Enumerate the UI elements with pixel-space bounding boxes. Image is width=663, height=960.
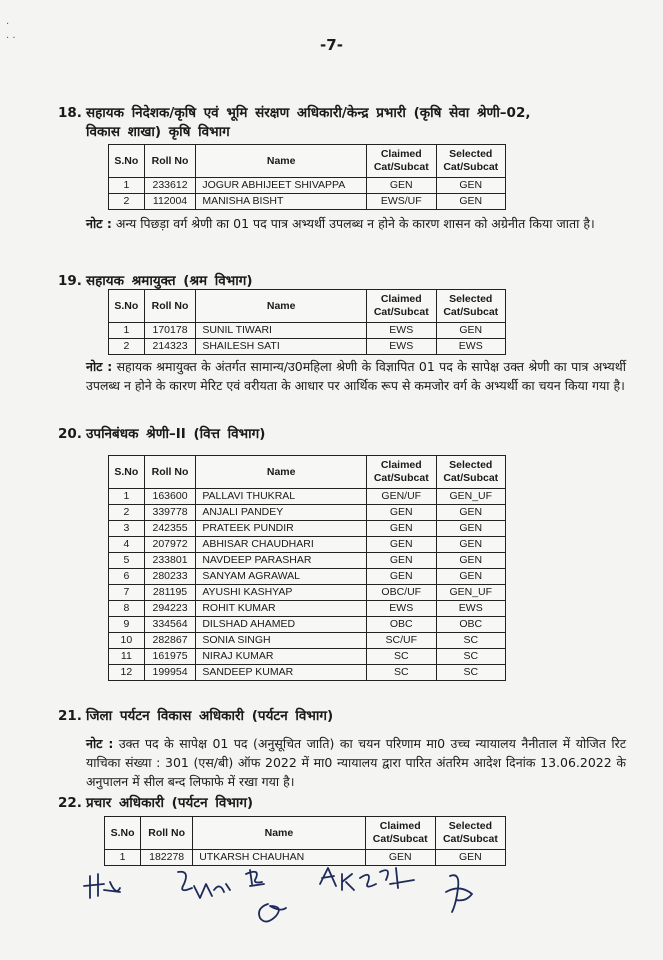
cell-selected: SC [436,649,506,665]
note-text: सहायक श्रमायुक्त के अंतर्गत सामान्य/उ0महिला श्रेणी के विज्ञापित 01 पद के सापेक्ष उक्त श्रेणी का पात्र अभ्यर्थी उपलब्ध न होने के कारण मेरिट एवं वरीयता के आधार पर आर्थिक रूप से कमजोर वर्ग के अभ्यर्थी का चयन किया गया है। [86,359,626,393]
col-claimed: Claimed Cat/Subcat [367,290,436,323]
cell-claimed: GEN [367,178,436,194]
table-header-row [109,145,506,178]
page-number: -7- [320,36,343,54]
col-claimed: Claimed Cat/Subcat [367,456,436,489]
cell-selected: GEN [435,850,505,866]
table-row [109,649,506,665]
cell-sno: 1 [105,850,141,866]
cell-name: NAVDEEP PARASHAR [196,553,367,569]
cell-claimed: GEN [365,850,435,866]
section-21-note [86,734,626,791]
signatures-image [80,862,600,932]
cell-sno: 1 [109,489,145,505]
cell-name: SONIA SINGH [196,633,367,649]
table-row [109,569,506,585]
cell-claimed: GEN/UF [367,489,436,505]
cell-sno: 2 [109,194,145,210]
section-number: 21. [58,708,82,724]
col-name: Name [196,145,367,178]
cell-selected: GEN [436,194,506,210]
cell-name: AYUSHI KASHYAP [196,585,367,601]
cell-roll: 280233 [144,569,196,585]
cell-claimed: GEN [367,553,436,569]
cell-claimed: EWS/UF [367,194,436,210]
col-name: Name [193,817,365,850]
cell-selected: GEN [436,505,506,521]
table-row [109,323,506,339]
cell-sno: 2 [109,339,145,355]
note-text: उक्त पद के सापेक्ष 01 पद (अनुसूचित जाति) का चयन परिणाम मा0 उच्च न्यायालय नैनीताल में योजित रिट याचिका संख्या : 301 (एस/बी) ऑफ 2022 में मा0 न्यायालय द्वारा पारित अंतरिम आदेश दिनांक 13.06.2022 के अनुपालन में सील बन्द लिफाफे में रखा गया है। [86,736,626,789]
table-row [109,633,506,649]
cell-selected: GEN [436,521,506,537]
cell-claimed: GEN [367,537,436,553]
cell-selected: GEN_UF [436,489,506,505]
col-selected: Selected Cat/Subcat [435,817,505,850]
cell-name: ANJALI PANDEY [196,505,367,521]
cell-roll: 281195 [144,585,196,601]
cell-selected: EWS [436,339,506,355]
section-title: प्रचार अधिकारी (पर्यटन विभाग) [86,795,254,811]
table-row [109,585,506,601]
cell-name: JOGUR ABHIJEET SHIVAPPA [196,178,367,194]
cell-selected: GEN [436,323,506,339]
cell-selected: OBC [436,617,506,633]
cell-roll: 170178 [144,323,196,339]
section-number: 20. [58,426,82,442]
cell-name: MANISHA BISHT [196,194,367,210]
cell-roll: 214323 [144,339,196,355]
table-row [109,339,506,355]
section-18-table [108,144,506,210]
table-header-row [105,817,506,850]
cell-sno: 2 [109,505,145,521]
table-row [109,553,506,569]
cell-roll: 339778 [144,505,196,521]
col-sno: S.No [105,817,141,850]
cell-selected: GEN [436,178,506,194]
cell-selected: SC [436,665,506,681]
col-name: Name [196,456,367,489]
cell-sno: 7 [109,585,145,601]
cell-roll: 163600 [144,489,196,505]
cell-selected: GEN [436,553,506,569]
cell-roll: 161975 [144,649,196,665]
col-claimed: Claimed Cat/Subcat [365,817,435,850]
cell-claimed: EWS [367,323,436,339]
section-title: जिला पर्यटन विकास अधिकारी (पर्यटन विभाग) [86,708,334,724]
col-sno: S.No [109,290,145,323]
cell-roll: 294223 [144,601,196,617]
col-sno: S.No [109,456,145,489]
section-number: 22. [58,795,82,811]
note-label: नोट : [86,359,113,374]
cell-claimed: GEN [367,505,436,521]
cell-name: SANDEEP KUMAR [196,665,367,681]
table-row [109,178,506,194]
table-row [109,665,506,681]
cell-name: SHAILESH SATI [196,339,367,355]
scan-marks: · · · [6,19,16,44]
cell-claimed: GEN [367,569,436,585]
cell-sno: 1 [109,178,145,194]
section-title: सहायक निदेशक/कृषि एवं भूमि संरक्षण अधिकारी/केन्द्र प्रभारी (कृषि सेवा श्रेणी–02, [86,105,531,121]
table-row [109,601,506,617]
cell-name: ABHISAR CHAUDHARI [196,537,367,553]
col-name: Name [196,290,367,323]
cell-claimed: SC/UF [367,633,436,649]
cell-claimed: OBC/UF [367,585,436,601]
note-text: अन्य पिछड़ा वर्ग श्रेणी का 01 पद पात्र अभ्यर्थी उपलब्ध न होने के कारण शासन को अग्रेनीत किया जाता है। [115,216,595,231]
cell-sno: 6 [109,569,145,585]
table-row [109,489,506,505]
section-20-table [108,455,506,681]
cell-sno: 1 [109,323,145,339]
cell-roll: 199954 [144,665,196,681]
cell-roll: 207972 [144,537,196,553]
section-title-cont: विकास शाखा) कृषि विभाग [86,124,230,140]
section-22-table [104,816,506,866]
section-22-heading [58,794,628,813]
cell-sno: 4 [109,537,145,553]
cell-sno: 10 [109,633,145,649]
cell-selected: GEN [436,537,506,553]
cell-sno: 12 [109,665,145,681]
cell-roll: 233612 [144,178,196,194]
col-roll: Roll No [144,456,196,489]
section-20-heading [58,425,628,444]
cell-name: NIRAJ KUMAR [196,649,367,665]
cell-claimed: EWS [367,339,436,355]
section-19-table [108,289,506,355]
table-row [109,617,506,633]
col-selected: Selected Cat/Subcat [436,145,506,178]
section-21-heading [58,707,628,726]
cell-selected: SC [436,633,506,649]
cell-sno: 9 [109,617,145,633]
section-title: सहायक श्रमायुक्त (श्रम विभाग) [86,273,253,289]
table-row [109,194,506,210]
table-row [109,505,506,521]
cell-selected: GEN_UF [436,585,506,601]
cell-name: SANYAM AGRAWAL [196,569,367,585]
table-row [109,537,506,553]
section-18-note [86,214,626,233]
note-label: नोट : [86,216,112,231]
cell-roll: 242355 [144,521,196,537]
cell-roll: 182278 [141,850,193,866]
cell-sno: 8 [109,601,145,617]
col-selected: Selected Cat/Subcat [436,456,506,489]
cell-selected: EWS [436,601,506,617]
table-row [109,521,506,537]
col-sno: S.No [109,145,145,178]
cell-sno: 11 [109,649,145,665]
section-18-heading [58,104,628,142]
section-19-note [86,357,626,395]
cell-claimed: SC [367,649,436,665]
cell-sno: 3 [109,521,145,537]
col-roll: Roll No [141,817,193,850]
cell-claimed: SC [367,665,436,681]
cell-roll: 112004 [144,194,196,210]
cell-roll: 334564 [144,617,196,633]
table-header-row [109,290,506,323]
cell-roll: 282867 [144,633,196,649]
col-selected: Selected Cat/Subcat [436,290,506,323]
cell-claimed: GEN [367,521,436,537]
cell-name: PALLAVI THUKRAL [196,489,367,505]
cell-claimed: OBC [367,617,436,633]
cell-name: DILSHAD AHAMED [196,617,367,633]
cell-sno: 5 [109,553,145,569]
section-title: उपनिबंधक श्रेणी–II (वित्त विभाग) [86,426,266,442]
table-header-row [109,456,506,489]
cell-name: SUNIL TIWARI [196,323,367,339]
col-roll: Roll No [144,290,196,323]
cell-name: PRATEEK PUNDIR [196,521,367,537]
section-number: 19. [58,273,82,289]
cell-name: UTKARSH CHAUHAN [193,850,365,866]
cell-selected: GEN [436,569,506,585]
col-claimed: Claimed Cat/Subcat [367,145,436,178]
cell-name: ROHIT KUMAR [196,601,367,617]
section-number: 18. [58,105,82,121]
note-label: नोट : [86,736,114,751]
col-roll: Roll No [144,145,196,178]
cell-claimed: EWS [367,601,436,617]
cell-roll: 233801 [144,553,196,569]
